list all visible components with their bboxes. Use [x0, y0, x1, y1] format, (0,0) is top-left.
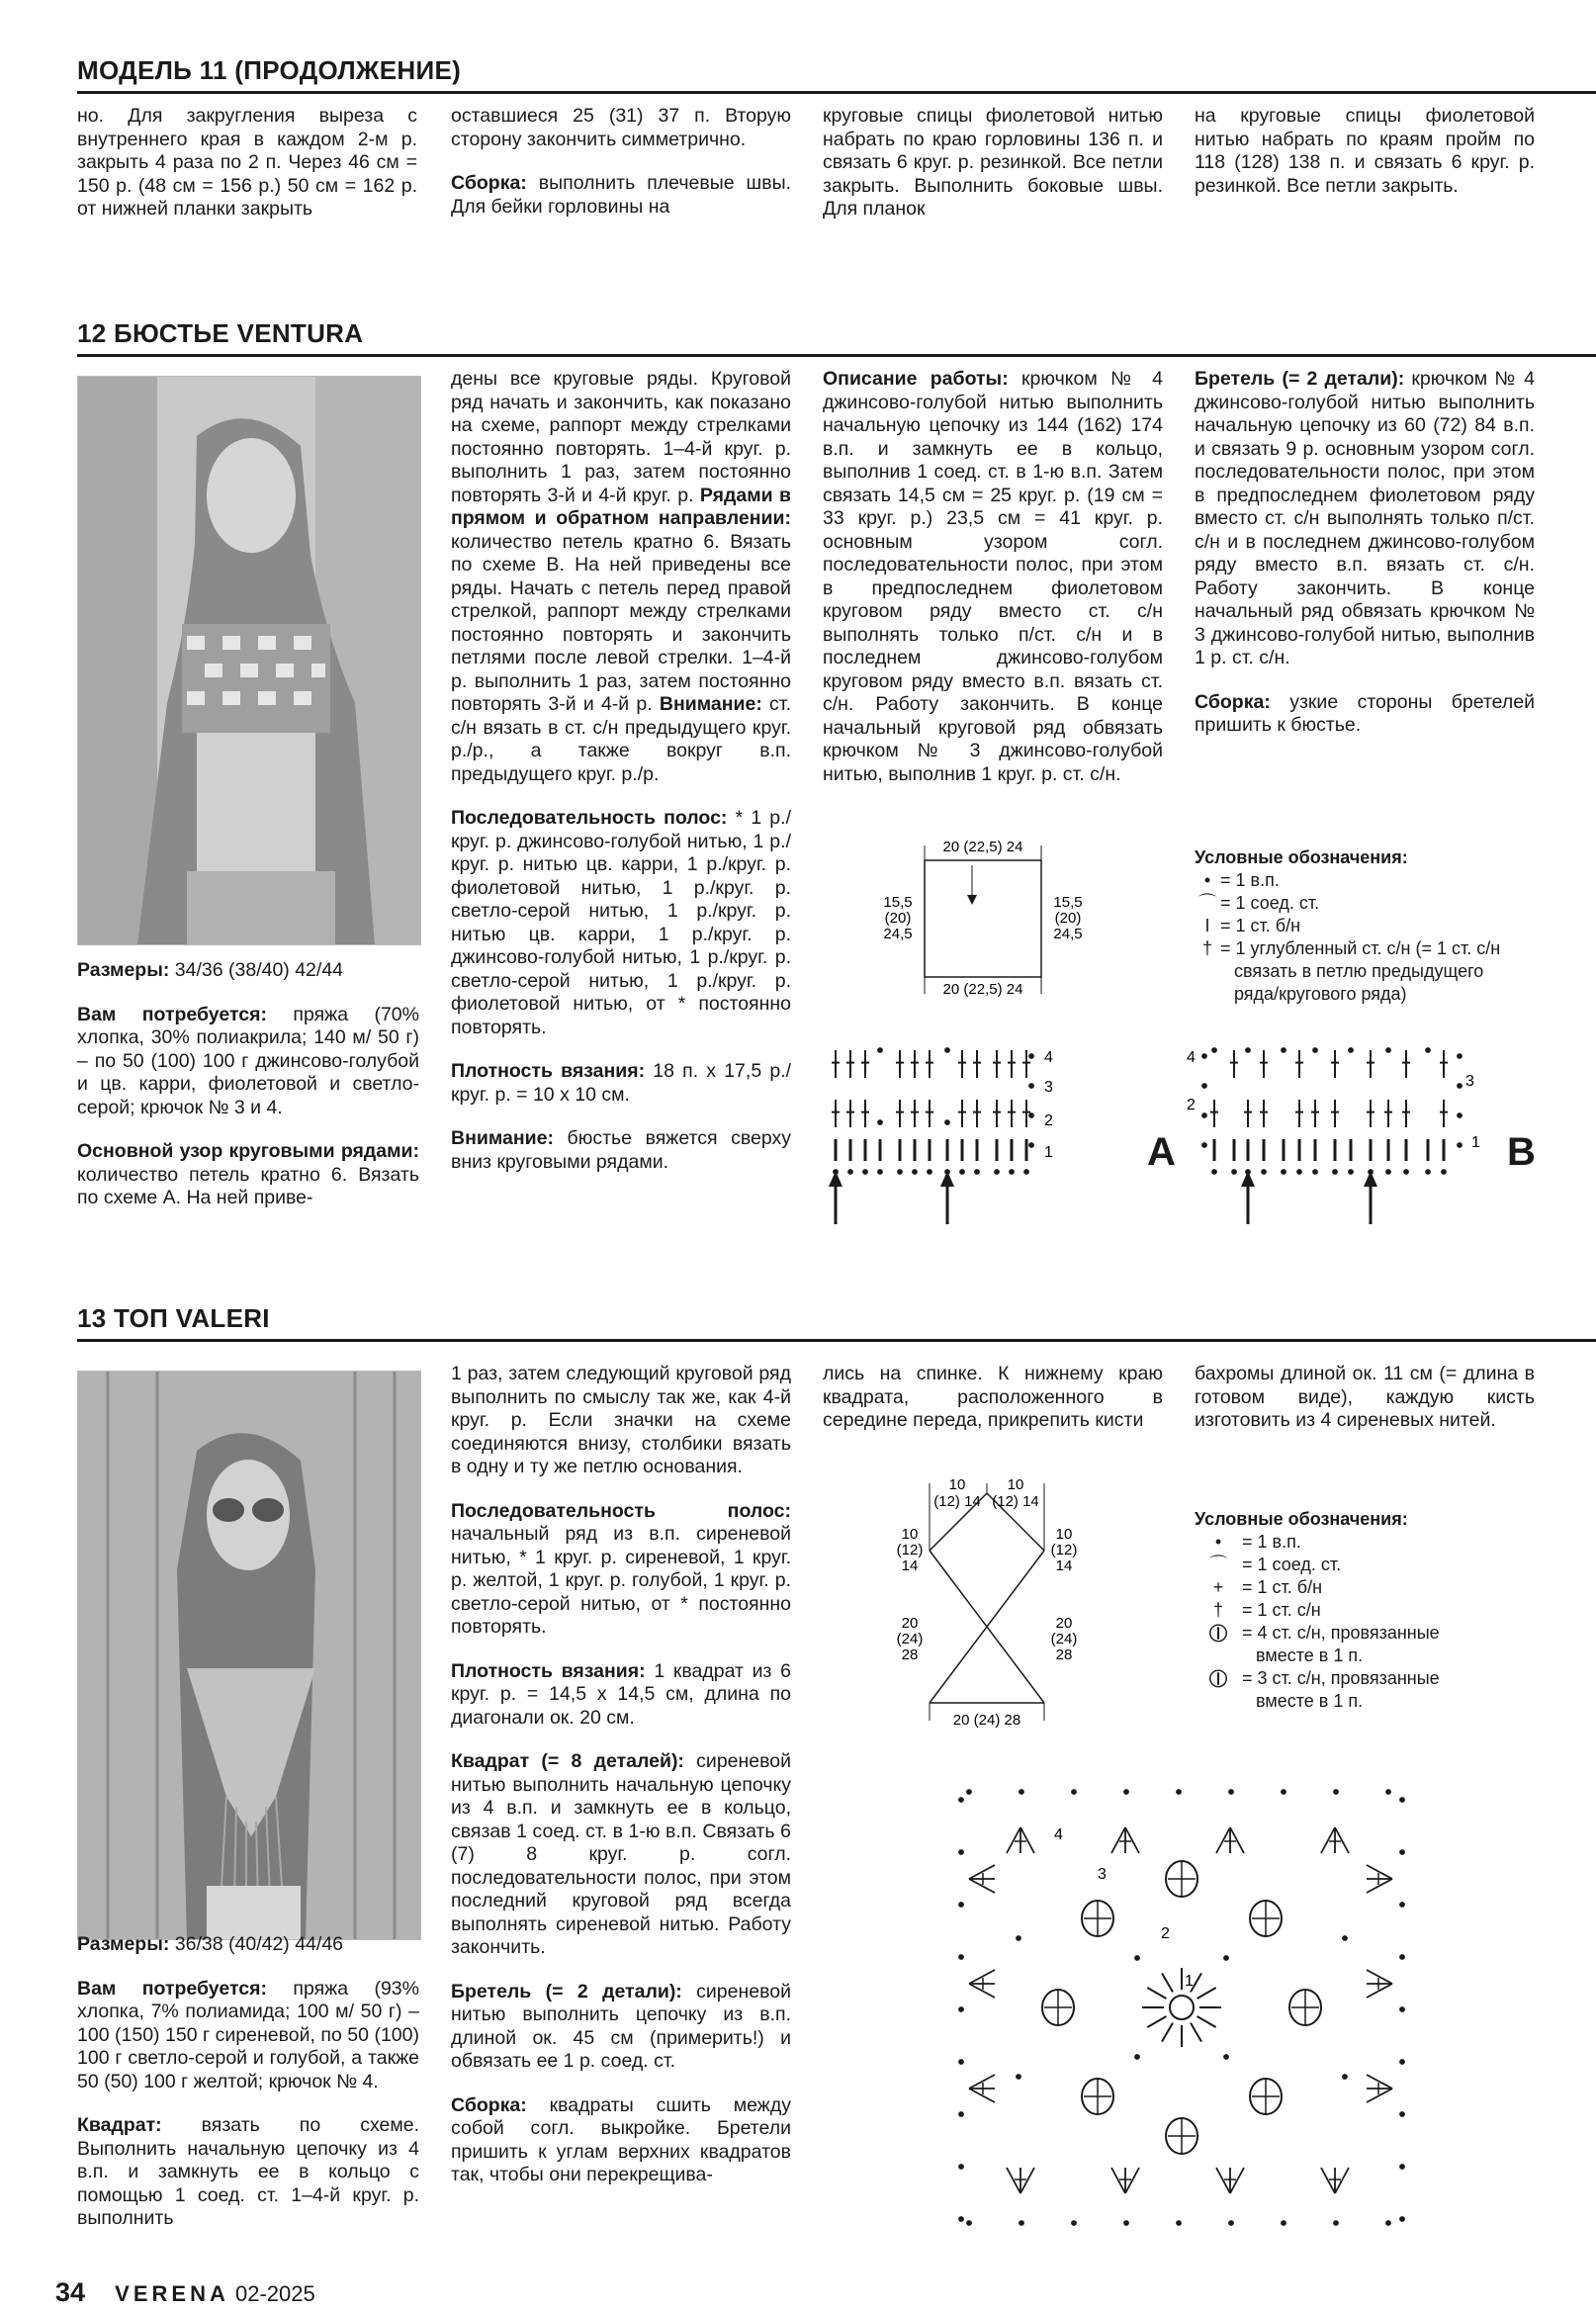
- chain-stitch-dot: [1135, 2055, 1140, 2060]
- chain-stitch-dot: [959, 1798, 964, 1803]
- chain-stitch-dot: [1202, 1143, 1207, 1148]
- chain-stitch-dot: [1386, 1048, 1391, 1053]
- chain-stitch-dot: [1400, 2060, 1405, 2065]
- s13-text-4: бахромы длиной ок. 11 см (= длина в готовом виде), каждую кисть изготовить из 4 сиреневых нитей.: [1195, 1363, 1535, 1431]
- s12-chart-b-row-1: 1: [1471, 1134, 1480, 1151]
- chain-stitch-dot: [1349, 1170, 1354, 1175]
- chain-stitch-dot: [1282, 1790, 1286, 1795]
- dc-fan-symbol: [1321, 1827, 1349, 1853]
- chain-stitch-dot: [1334, 1790, 1339, 1795]
- chain-stitch-dot: [959, 1850, 964, 1855]
- fan-stitch: [1367, 1984, 1392, 1998]
- chain-stitch-dot: [1386, 1170, 1391, 1175]
- m11-text-1: но. Для закругления выреза с внутреннего края в каждом 2-м р. закрыть 4 раза по 2 п. Через 46 см = 150 р. (48 см = 156 р.) 50 см = 162 р. от нижней планки закрыть: [77, 105, 417, 220]
- s12-chart-a-row-4: 4: [1044, 1049, 1053, 1066]
- fan-stitch: [969, 1865, 995, 1879]
- chain-stitch-dot: [1426, 1170, 1431, 1175]
- s12-chart-a-row-3: 3: [1044, 1079, 1053, 1096]
- chain-stitch-dot: [975, 1170, 980, 1175]
- chain-stitch-dot: [1404, 1170, 1409, 1175]
- chain-stitch-dot: [1072, 1790, 1077, 1795]
- fan-stitch: [1367, 1865, 1392, 1879]
- fan-stitch: [969, 1879, 995, 1893]
- chain-stitch-dot: [1124, 1790, 1129, 1795]
- s12-straps: Бретель (= 2 детали): крючком № 4 джинсово-голубой нитью выполнить начальную цепочку из 60 (72) 84 в.п. и связать 9 р. основным узором согл. последовательности полос, при этом в предпоследнем фиолетовом ряду вместо ст. с/н выполнять только п/ст. с/н и в последнем джинсово-голубом ряду вместо в.п. вязать ст. с/н. Работу закончить. В конце начальный ряд обвязать крючком № 3 джинсово-голубой нитью, выполнив 1 р. ст. с/н.: [1195, 368, 1535, 668]
- chain-stitch-dot: [878, 1170, 883, 1175]
- dc-fan-symbol: [1367, 1970, 1392, 1998]
- s12-legend-item: • = 1 в.п.: [1203, 870, 1280, 890]
- center-stitch: [1147, 1988, 1166, 1999]
- s13-sch-right: (24): [1050, 1631, 1078, 1647]
- section-rule-13: [77, 1339, 1596, 1342]
- fan-stitch: [1321, 2168, 1335, 2193]
- chain-stitch-dot: [1400, 2165, 1405, 2170]
- center-stitch: [1197, 1988, 1216, 1999]
- m11-text-2a: оставшиеся 25 (31) 37 п. Вторую сторону закончить симметрично.: [451, 105, 791, 150]
- s12-sch-bottom: 20 (22,5) 24: [942, 981, 1023, 998]
- chain-stitch-dot: [1202, 1113, 1207, 1118]
- dc-fan-symbol: [1367, 1865, 1392, 1893]
- dc-fan-symbol: [1007, 1827, 1034, 1853]
- s13-legend-item: • = 1 в.п.: [1214, 1532, 1301, 1552]
- chain-stitch-dot: [1400, 1903, 1405, 1908]
- fan-stitch: [1111, 1827, 1125, 1853]
- chain-stitch-dot: [1333, 1170, 1338, 1175]
- s12-sch-left-2: (20): [884, 910, 912, 927]
- chain-stitch-dot: [1020, 1790, 1024, 1795]
- issue-number: 02-2025: [234, 2281, 315, 2306]
- s13-legend-item: ⌒ = 1 соед. ст.: [1209, 1555, 1342, 1574]
- dc-fan-symbol: [1216, 2168, 1244, 2193]
- chain-stitch-dot: [1458, 1054, 1463, 1059]
- center-stitch: [1147, 2016, 1166, 2027]
- section-rule-12: [77, 354, 1596, 357]
- chain-stitch-dot: [1072, 2221, 1077, 2226]
- s13-legend: [1195, 1508, 1521, 1713]
- s13-sch-top-4: (12) 14: [992, 1493, 1039, 1510]
- s13-straps: Бретель (= 2 детали): сиреневой нитью выполнить цепочку из в.п. длиной ок. 45 см (примерить!) и обвязать ее 1 р. соед. ст.: [451, 1980, 791, 2072]
- s12-pattern-cont: дены все круговые ряды. Круговой ряд начать и закончить, как показано на схеме, раппорт между стрелками постоянно повторять. 1–4-й круг. р. выполнить 1 раз, затем постоянно повторять 3-й и 4-й круг. р. Рядами в прямом и обратном направлении: количество петель кратно 6. Вязать по схеме В. На ней приведены все ряды. Начать с петель перед правой стрелкой, раппорт между стрелками постоянно повторять и закончить петлями после левой стрелки. 1–4-й р. выполнить 1 раз, затем постоянно повторять 3-й и 4-й р. Внимание: ст. с/н вязать в ст. с/н предыдущего круг. р./р., а также вокруг в.п. предыдущего круг. р./р.: [451, 368, 791, 785]
- chain-stitch-dot: [1282, 2221, 1286, 2226]
- s13-legend-item: вместе в 1 п.: [1256, 1691, 1364, 1711]
- chain-stitch-dot: [1282, 1048, 1286, 1053]
- chain-stitch-dot: [1297, 1170, 1302, 1175]
- dc-fan-symbol: [969, 2075, 995, 2102]
- chain-stitch-dot: [1313, 1170, 1318, 1175]
- s13-size-schematic: [870, 1473, 1108, 1740]
- chain-stitch-dot: [1029, 1054, 1034, 1059]
- chain-stitch-dot: [1442, 1170, 1447, 1175]
- chain-stitch-dot: [1386, 1790, 1391, 1795]
- chain-stitch-dot: [1020, 2221, 1024, 2226]
- chain-stitch-dot: [928, 1170, 932, 1175]
- chain-stitch-dot: [1246, 1048, 1251, 1053]
- center-stitch: [1191, 2023, 1201, 2042]
- chain-stitch-dot: [1010, 1170, 1015, 1175]
- s13-legend-title: Условные обозначения:: [1195, 1509, 1408, 1529]
- chain-stitch-dot: [878, 1120, 883, 1125]
- s12-legend-item: † = 1 углубленный ст. с/н (= 1 ст. с/н: [1201, 938, 1501, 958]
- chain-stitch-dot: [1400, 2217, 1405, 2222]
- chain-stitch-dot: [959, 1955, 964, 1960]
- dc-fan-symbol: [969, 1970, 995, 1998]
- chain-stitch-dot: [1386, 2221, 1391, 2226]
- chain-stitch-dot: [1224, 2055, 1229, 2060]
- photo-top-model: [77, 1371, 421, 1940]
- dc-fan-symbol: [969, 1865, 995, 1893]
- fan-stitch: [1321, 1827, 1335, 1853]
- magazine-name: VERENA: [115, 2281, 229, 2306]
- s13-assembly: Сборка: квадраты сшить между собой согл. выкройке. Бретели пришить к углам верхних квадратов так, чтобы они перекрещива-: [451, 2093, 791, 2185]
- s13-legend-item: вместе в 1 п.: [1256, 1646, 1364, 1665]
- s12-column-3: [823, 368, 1163, 807]
- s13-round-label-3: 3: [1098, 1866, 1107, 1883]
- chain-stitch-dot: [1017, 2075, 1021, 2080]
- section-title-model-11: МОДЕЛЬ 11 (ПРОДОЛЖЕНИЕ): [77, 55, 462, 85]
- chain-stitch-dot: [848, 1170, 853, 1175]
- s13-legend-item: † = 1 ст. с/н: [1212, 1600, 1321, 1620]
- s12-attention: Внимание: бюстье вяжется сверху вниз круговыми рядами.: [451, 1127, 791, 1173]
- fan-stitch: [969, 2089, 995, 2102]
- chain-stitch-dot: [1029, 1143, 1034, 1148]
- s12-legend-item: связать в петлю предыдущего: [1234, 961, 1484, 981]
- m11-column-3: [823, 105, 1163, 242]
- s12-column-4: [1195, 368, 1535, 758]
- chain-stitch-dot: [1202, 1084, 1207, 1089]
- chain-stitch-dot: [1229, 2221, 1234, 2226]
- chain-stitch-dot: [1343, 2075, 1348, 2080]
- s12-legend-item: ряда/кругового ряда): [1234, 984, 1407, 1004]
- s13-legend-item: ⦶ = 3 ст. с/н, провязанные: [1208, 1663, 1440, 1693]
- s13-sch-left: 28: [901, 1646, 919, 1663]
- fan-stitch: [1367, 2089, 1392, 2102]
- s12-pattern: Основной узор круговыми рядами: количество петель кратно 6. Вязать по схеме А. На ней приве-: [77, 1140, 419, 1208]
- center-stitch: [1162, 1973, 1173, 1992]
- s12-chart-b-row-2: 2: [1187, 1097, 1196, 1113]
- dc-fan-symbol: [1111, 1827, 1139, 1853]
- s13-sizes: Размеры: 36/38 (40/42) 44/46: [77, 1933, 344, 1955]
- s12-legend-item: I = 1 ст. б/н: [1204, 916, 1301, 935]
- s13-sch-right: 14: [1055, 1557, 1073, 1574]
- s12-sch-right-1: 15,5: [1053, 894, 1083, 911]
- s12-assembly: Сборка: узкие стороны бретелей пришить к бюстье.: [1195, 690, 1535, 736]
- chain-stitch-dot: [959, 2217, 964, 2222]
- s13-square-chart: [949, 1780, 1414, 2235]
- s13-text-3: лись на спинке. К нижнему краю квадрата, расположенного в середине переда, прикрепить кисти: [823, 1363, 1163, 1431]
- dc-fan-symbol: [1007, 2168, 1034, 2193]
- s12-chart-b: [1185, 1028, 1511, 1226]
- fan-stitch: [1367, 1879, 1392, 1893]
- chain-stitch-dot: [995, 1170, 1000, 1175]
- s13-sch-bottom: 20 (24) 28: [952, 1712, 1021, 1729]
- fan-stitch: [1335, 1827, 1349, 1853]
- chain-stitch-dot: [1400, 2112, 1405, 2117]
- s13-column-2: [451, 1363, 791, 2208]
- fan-stitch: [1020, 2168, 1034, 2193]
- chain-stitch-dot: [967, 1790, 972, 1795]
- chain-stitch-dot: [1177, 2221, 1182, 2226]
- s13-sch-right: 20: [1055, 1615, 1073, 1632]
- fan-stitch: [1007, 2168, 1020, 2193]
- s12-chart-b-label: B: [1507, 1130, 1536, 1174]
- section-rule: [77, 91, 1596, 94]
- s12-chart-b-row-4: 4: [1187, 1049, 1196, 1066]
- s13-density: Плотность вязания: 1 квадрат из 6 круг. р. = 14,5 х 14,5 см, длина по диагонали ок. 20 см.: [451, 1659, 791, 1729]
- s13-sch-left: (12): [896, 1542, 924, 1558]
- chain-stitch-dot: [1400, 1798, 1405, 1803]
- fan-stitch: [969, 1984, 995, 1998]
- chain-stitch-dot: [959, 2165, 964, 2170]
- chain-stitch-dot: [1029, 1113, 1034, 1118]
- center-ring: [1170, 1996, 1194, 2019]
- dc-fan-symbol: [1111, 2168, 1139, 2193]
- chain-stitch-dot: [863, 1170, 868, 1175]
- chain-stitch-dot: [960, 1170, 965, 1175]
- s13-column-4: [1195, 1363, 1535, 1454]
- fan-stitch: [1230, 1827, 1244, 1853]
- chain-stitch-dot: [1349, 1048, 1354, 1053]
- chain-stitch-dot: [1017, 1936, 1021, 1941]
- s12-sch-left-3: 24,5: [883, 926, 913, 942]
- s13-sch-left: 14: [901, 1557, 919, 1574]
- fan-stitch: [1367, 2075, 1392, 2089]
- s12-density: Плотность вязания: 18 п. х 17,5 р./круг. р. = 10 х 10 см.: [451, 1060, 792, 1106]
- s13-column-1: [77, 1933, 419, 2252]
- chain-stitch-dot: [945, 1048, 950, 1053]
- chain-stitch-dot: [1232, 1170, 1237, 1175]
- chain-stitch-dot: [1282, 1170, 1286, 1175]
- chain-stitch-dot: [1334, 2221, 1339, 2226]
- fan-stitch: [1111, 2168, 1125, 2193]
- chain-stitch-dot: [1029, 1084, 1034, 1089]
- s13-legend-item: + = 1 ст. б/н: [1212, 1577, 1323, 1597]
- s13-sch-right: 10: [1055, 1526, 1073, 1543]
- chain-stitch-dot: [1177, 1790, 1182, 1795]
- s13-column-3: [823, 1363, 1163, 1454]
- chain-stitch-dot: [1229, 1790, 1234, 1795]
- chain-stitch-dot: [1458, 1143, 1463, 1148]
- chain-stitch-dot: [1224, 1956, 1229, 1961]
- chain-stitch-dot: [1458, 1084, 1463, 1089]
- s12-column-1: [77, 959, 419, 1231]
- s12-materials: Вам потребуется: пряжа (70% хлопка, 30% полиакрила; 140 м/ 50 г) – по 50 (100) 100 г джинсово-голубой и цв. карри, фиолетовой и светло-серой; крючок № 3 и 4.: [77, 1003, 419, 1118]
- center-stitch: [1162, 2023, 1173, 2042]
- s12-sizes: Размеры: 34/36 (38/40) 42/44: [77, 959, 344, 981]
- s13-stripes: Последовательность полос: начальный ряд из в.п. сиреневой нитью, * 1 круг. р. сиреневой, 1 круг. р. желтой, 1 круг. р. голубой, 1 круг. р. светло-серой нитью, от * постоянно повторять.: [451, 1499, 791, 1638]
- m11-column-4: [1195, 105, 1535, 219]
- s12-column-2: [451, 368, 791, 1195]
- s13-round-label-2: 2: [1161, 1925, 1170, 1942]
- m11-text-3: круговые спицы фиолетовой нитью набрать по краю горловины 136 п. и связать 6 круг. р. резинкой. Все петли закрыть. Выполнить боковые швы. Для планок: [823, 105, 1163, 220]
- fan-stitch: [969, 1970, 995, 1984]
- s13-sch-right: 28: [1055, 1646, 1073, 1663]
- fan-stitch: [1007, 1827, 1020, 1853]
- s13-sch-top-2: (12) 14: [933, 1493, 981, 1510]
- m11-text-4: на круговые спицы фиолетовой нитью набрать по краям пройм по 118 (128) 138 п. и связать 6 круг. р. резинкой. Все петли закрыть.: [1195, 105, 1535, 197]
- s13-legend-item: ⦶ = 4 ст. с/н, провязанные: [1208, 1618, 1440, 1647]
- chain-stitch-dot: [1212, 1170, 1217, 1175]
- fan-stitch: [1125, 2168, 1139, 2193]
- s12-sch-left-1: 15,5: [883, 894, 913, 911]
- s12-description: Описание работы: крючком № 4 джинсово-голубой нитью выполнить начальную цепочку из 144 (162) 174 в.п. и замкнуть ее в кольцо, выполнив 1 соед. ст. в 1-ю в.п. Затем связать 14,5 см = 25 круг. р. (19 см = 33 круг. р.) 23,5 см = 41 круг. р. основным узором согл. последовательности полос, при этом в предпоследнем фиолетовом круговом ряду вместо ст. с/н выполнять только п/ст. с/н и в последнем джинсово-голубом круговом ряду вместо в.п. вязать ст. с/н. Работу закончить. В конце начальный круговой ряд обвязать крючком № 3 джинсово-голубой нитью, выполнив 1 круг. р. ст. с/н.: [823, 368, 1163, 785]
- s13-sch-top-3: 10: [1007, 1476, 1024, 1493]
- s12-legend-item: ⌒ = 1 соед. ст.: [1198, 893, 1320, 913]
- s12-sch-right-3: 24,5: [1053, 926, 1083, 942]
- s12-sch-top: 20 (22,5) 24: [942, 839, 1023, 855]
- s12-chart-a: [821, 1028, 1157, 1226]
- s13-square-8: Квадрат (= 8 деталей): сиреневой нитью выполнить начальную цепочку из 4 в.п. и замкнуть ее в кольцо, связав 1 соед. ст. в 1-ю в.п. Связать 6 (7) 8 круг. р. согл. последовательности полос, при этом последний круговой ряд всегда выполнять сиреневой нитью. Работу закончить.: [451, 1750, 792, 1958]
- s12-legend: [1195, 846, 1551, 1006]
- s13-sch-top-1: 10: [948, 1476, 966, 1493]
- chain-stitch-dot: [959, 2060, 964, 2065]
- fan-stitch: [1230, 2168, 1244, 2193]
- fan-stitch: [1335, 2168, 1349, 2193]
- fan-stitch: [969, 2075, 995, 2089]
- dc-fan-symbol: [1216, 1827, 1244, 1853]
- s13-sch-left: 20: [901, 1615, 919, 1632]
- m11-text-2b: Сборка: выполнить плечевые швы. Для бейки горловины на: [451, 172, 791, 218]
- chain-stitch-dot: [959, 2112, 964, 2117]
- chain-stitch-dot: [878, 1048, 883, 1053]
- page-footer: [55, 2277, 315, 2308]
- s12-chart-a-row-2: 2: [1044, 1112, 1053, 1129]
- dc-fan-symbol: [1321, 2168, 1349, 2193]
- chain-stitch-dot: [959, 2007, 964, 2012]
- chain-stitch-dot: [1124, 2221, 1129, 2226]
- chain-stitch-dot: [1202, 1054, 1207, 1059]
- chain-stitch-dot: [898, 1170, 903, 1175]
- chain-stitch-dot: [959, 1903, 964, 1908]
- fan-stitch: [1367, 1970, 1392, 1984]
- s13-round-label-1: 1: [1185, 1973, 1194, 1990]
- chain-stitch-dot: [945, 1120, 950, 1125]
- chain-stitch-dot: [1212, 1048, 1217, 1053]
- section-title-12: 12 БЮСТЬЕ VENTURA: [77, 318, 364, 348]
- page-number: 34: [55, 2277, 86, 2307]
- s12-legend-title: Условные обозначения:: [1195, 847, 1408, 867]
- s13-round-label-4: 4: [1054, 1826, 1063, 1843]
- chain-stitch-dot: [1313, 1048, 1318, 1053]
- chain-stitch-dot: [1400, 1850, 1405, 1855]
- chain-stitch-dot: [1024, 1170, 1029, 1175]
- dc-fan-symbol: [1367, 2075, 1392, 2102]
- s12-size-schematic: [870, 836, 1098, 1004]
- chain-stitch-dot: [1343, 1936, 1348, 1941]
- s13-materials: Вам потребуется: пряжа (93% хлопка, 7% полиамида; 100 м/ 50 г) – 100 (150) 150 г сиреневой, по 50 (100) 100 г светло-серой и голубой, а также 50 (50) 100 г желтой; крючок № 4.: [77, 1977, 419, 2092]
- photo-bustier-model: [77, 376, 421, 945]
- s13-sch-left: 10: [901, 1526, 919, 1543]
- m11-column-1: [77, 105, 417, 242]
- chain-stitch-dot: [1400, 2007, 1405, 2012]
- s12-chart-a-label: A: [1147, 1130, 1176, 1174]
- chain-stitch-dot: [1400, 1955, 1405, 1960]
- chain-stitch-dot: [967, 2221, 972, 2226]
- s12-chart-b-row-3: 3: [1465, 1073, 1474, 1090]
- chain-stitch-dot: [1458, 1113, 1463, 1118]
- s12-stripes: Последовательность полос: * 1 р./круг. р. джинсово-голубой нитью, 1 р./круг. р. нитью цв. карри, 1 р./круг. р. фиолетовой нитью, 1 р./круг. р. светло-серой нитью, 1 р./круг. р. нитью цв. карри, 1 р./круг. р. джинсово-голубой нитью, 1 р./круг. р. светло-серой нитью, 1 р./круг. р. фиолетовой нитью, от * постоянно повторять.: [451, 807, 791, 1038]
- s12-sch-right-2: (20): [1054, 910, 1082, 927]
- chain-stitch-dot: [1426, 1048, 1431, 1053]
- center-stitch: [1197, 2016, 1216, 2027]
- chain-stitch-dot: [913, 1170, 918, 1175]
- fan-stitch: [1125, 1827, 1139, 1853]
- fan-stitch: [1216, 2168, 1230, 2193]
- s13-square: Квадрат: вязать по схеме. Выполнить начальную цепочку из 4 в.п. и замкнуть ее в кольцо с помощью 1 соед. ст. 1–4-й круг. р. выполнить: [77, 2114, 419, 2229]
- s13-sch-right: (12): [1050, 1542, 1078, 1558]
- fan-stitch: [1216, 1827, 1230, 1853]
- chain-stitch-dot: [1262, 1170, 1267, 1175]
- s13-text-cont: 1 раз, затем следующий круговой ряд выполнить по смыслу так же, как 4-й круг. р. Если значки на схеме соединяются внизу, столбики вязать в одну и ту же петлю основания.: [451, 1363, 791, 1477]
- chain-stitch-dot: [1135, 1956, 1140, 1961]
- section-title-13: 13 ТОП VALERI: [77, 1303, 270, 1333]
- s12-chart-a-row-1: 1: [1044, 1144, 1053, 1161]
- s13-sch-left: (24): [896, 1631, 924, 1647]
- fan-stitch: [1020, 1827, 1034, 1853]
- m11-column-2: [451, 105, 791, 239]
